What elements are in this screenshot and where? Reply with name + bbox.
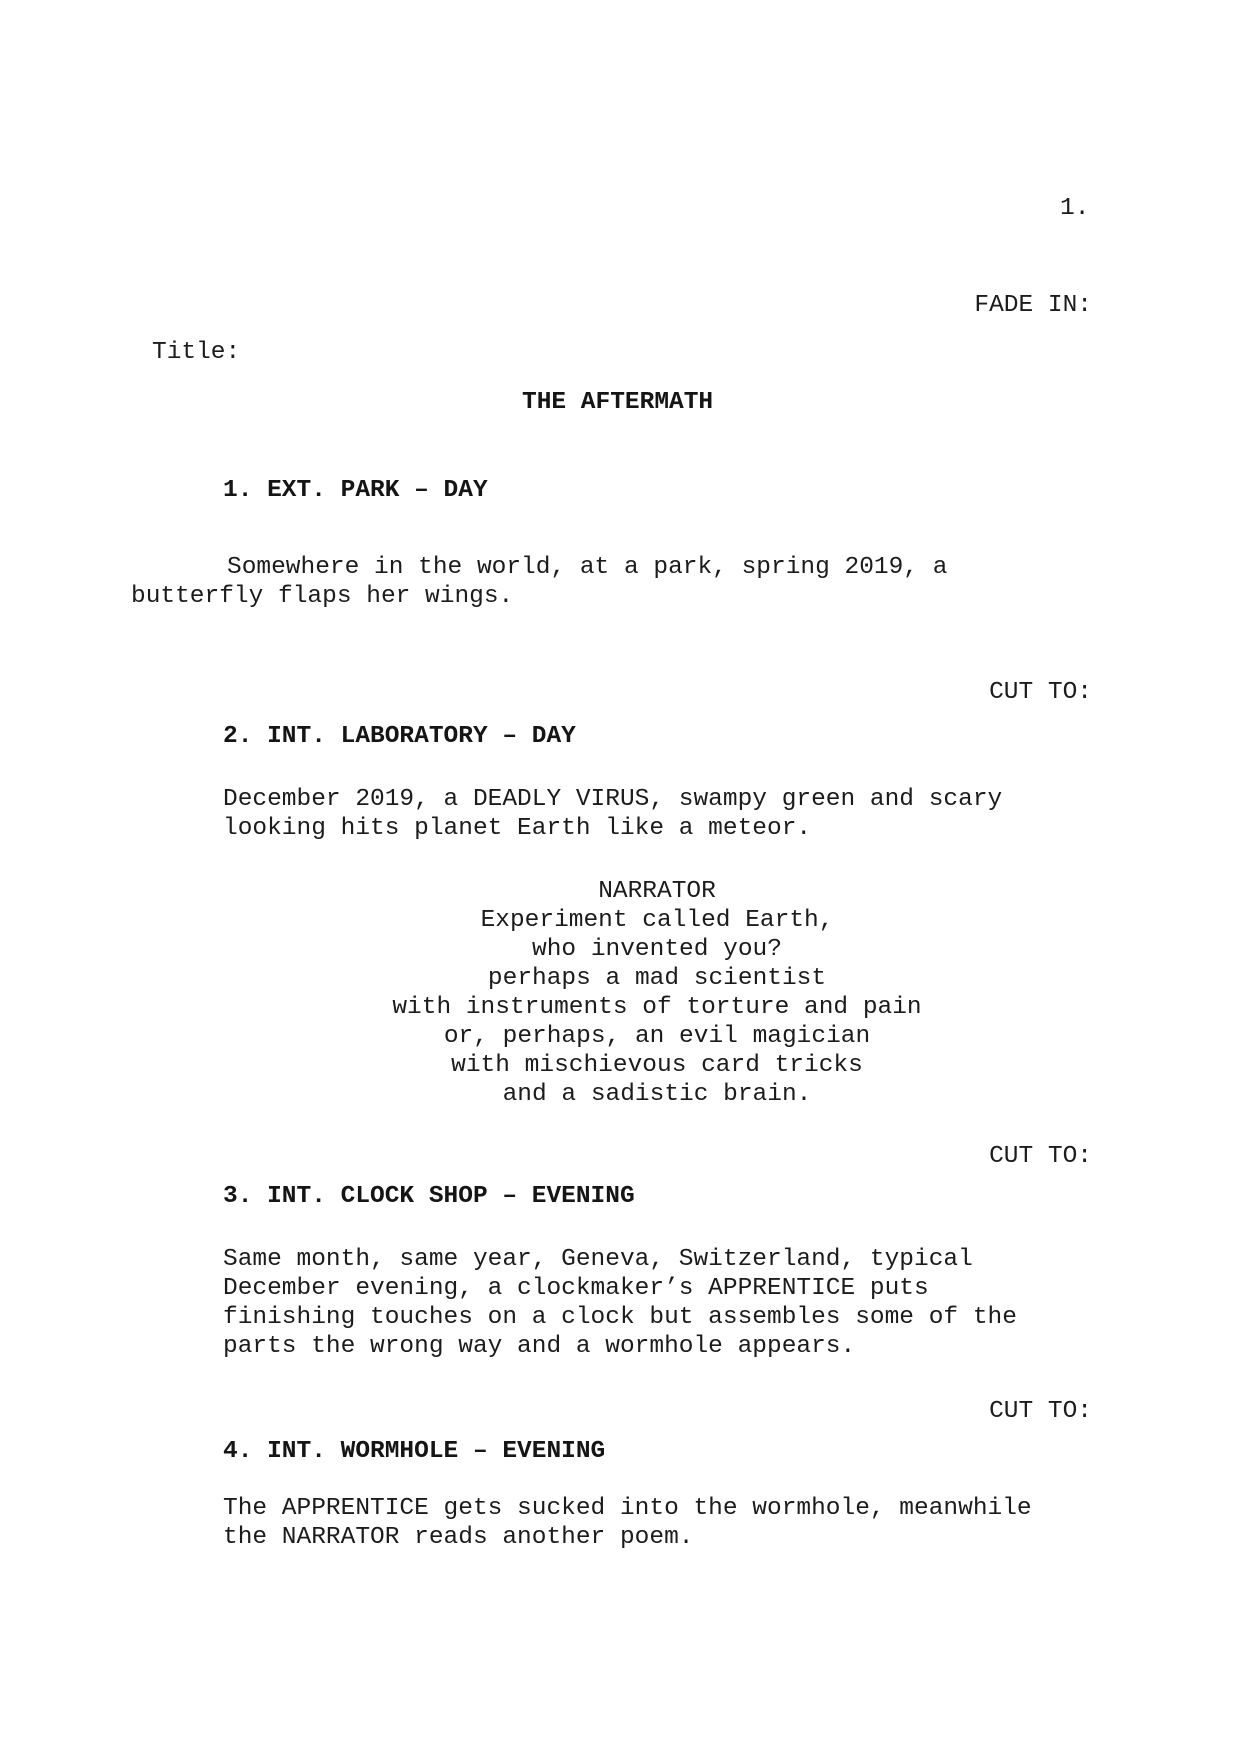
cut-to-transition: CUT TO: xyxy=(989,1143,1092,1170)
cut-to-transition: CUT TO: xyxy=(989,679,1092,706)
page-number: 1. xyxy=(1060,195,1090,222)
scene-4-action-line: The APPRENTICE gets sucked into the wormhole, meanwhile xyxy=(223,1495,1032,1522)
scene-2-action-line: December 2019, a DEADLY VIRUS, swampy green and scary xyxy=(223,786,1003,813)
dialogue-line: or, perhaps, an evil magician xyxy=(443,1023,871,1050)
scene-4-action-line: the NARRATOR reads another poem. xyxy=(223,1524,694,1551)
scene-3-action-line: parts the wrong way and a wormhole appears. xyxy=(223,1333,856,1360)
dialogue-line: who invented you? xyxy=(532,936,782,963)
scene-3-action-line: December evening, a clockmaker’s APPRENTICE puts xyxy=(223,1275,929,1302)
character-name: NARRATOR xyxy=(598,878,716,905)
dialogue-line: with mischievous card tricks xyxy=(451,1052,863,1079)
scene-1-action-line: butterfly flaps her wings. xyxy=(131,583,514,610)
scene-2-heading: 2. INT. LABORATORY – DAY xyxy=(223,723,576,750)
scene-1-heading: 1. EXT. PARK – DAY xyxy=(223,477,488,504)
fade-in-transition: FADE IN: xyxy=(974,292,1092,319)
scene-1-action-line: Somewhere in the world, at a park, spring 2019, a xyxy=(227,554,948,581)
scene-3-heading: 3. INT. CLOCK SHOP – EVENING xyxy=(223,1183,635,1210)
cut-to-transition: CUT TO: xyxy=(989,1398,1092,1425)
scene-4-heading: 4. INT. WORMHOLE – EVENING xyxy=(223,1438,606,1465)
dialogue-block xyxy=(74,877,1240,1109)
dialogue-line: perhaps a mad scientist xyxy=(487,965,827,992)
dialogue-line: Experiment called Earth, xyxy=(480,907,834,934)
script-title: THE AFTERMATH xyxy=(522,389,714,416)
scene-2-action-line: looking hits planet Earth like a meteor. xyxy=(223,815,812,842)
scene-3-action-line: finishing touches on a clock but assembles some of the xyxy=(223,1304,1017,1331)
dialogue-line: with instruments of torture and pain xyxy=(392,994,922,1021)
title-label: Title: xyxy=(152,339,241,366)
scene-3-action-line: Same month, same year, Geneva, Switzerland, typical xyxy=(223,1246,973,1273)
dialogue-line: and a sadistic brain. xyxy=(502,1081,812,1108)
